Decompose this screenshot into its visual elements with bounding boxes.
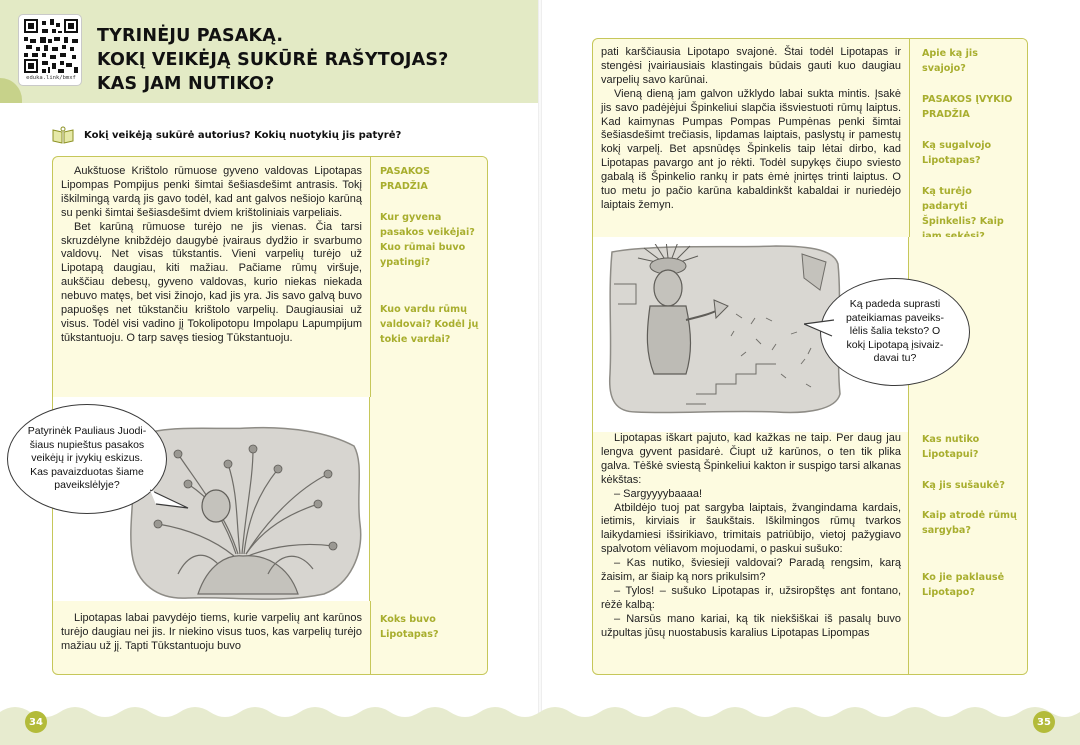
bubble-line: pateikiamas paveiks-	[845, 311, 945, 324]
paragraph: – Tylos! – sušuko Lipotapas ir, užsiropštęs ant fontano, rėžė kalbą:	[601, 584, 901, 611]
paragraph: Lipotapas labai pavydėjo tiems, kurie varpelių ant karūnos turėjo daugiau nei jis. Ir niekino visus tuos, kas varpelių turėjo mažiau už jį. Tapti Tūkstantuoju buvo	[61, 612, 362, 652]
side-question: Kas nutiko Lipotapui?	[922, 434, 980, 460]
footer-wave	[0, 700, 1080, 745]
story-text-right-2	[601, 432, 901, 641]
side-question: Ką jis sušaukė?	[922, 480, 1005, 491]
left-middle-side	[369, 397, 488, 601]
bubble-line: Kas pavaizduotas šiame	[30, 465, 144, 478]
side-heading: PASAKOS PRADŽIA	[380, 166, 430, 192]
side-question: Kuo vardu rūmų valdovai? Kodėl jų tokie vardai?	[380, 304, 479, 345]
story-text-right-1	[601, 46, 901, 213]
task-question: Kokį veikėją sukūrė autorius? Kokių nuotykių jis patyrė?	[84, 129, 402, 141]
side-question: Apie ką jis svajojo?	[922, 48, 978, 74]
title-line-2: KOKĮ VEIKĖJĄ SUKŪRĖ RAŠYTOJAS?	[97, 50, 449, 70]
qr-code[interactable]	[18, 14, 82, 86]
side-question: Kur gyvena pasakos veikėjai? Kuo rūmai buvo ypatingi?	[380, 212, 475, 268]
page-title	[97, 24, 449, 96]
side-question: Ko jie paklausė Lipotapo?	[922, 572, 1005, 598]
qr-code-icon	[24, 19, 78, 73]
side-heading: PASAKOS ĮVYKIO PRADŽIA	[922, 94, 1013, 120]
speech-bubble-right	[820, 278, 970, 386]
paragraph: – Kas nutiko, šviesieji valdovai? Paradą rengsim, karą žaisim, ar šiaip ką nors prikulsim?	[601, 557, 901, 584]
bubble-line: Patyrinėk Pauliaus Juodi-	[27, 425, 147, 438]
page-number-right: 35	[1033, 711, 1055, 733]
paragraph: Bet karūną rūmuose turėjo ne jis vienas. Čia tarsi skruzdėlyne knibždėjo daugybė įvairaus dydžio ir svarbumo valdovų. Net visas tūkstantis. Vieni varpelių turėjo už Lipotapą daugiau, kiti mažiau. Pačiame rūmų viršuje, aukščiau debesų, gyveno valdovas, kurio niekas niekada nebuvo matęs, bet visi žinojo, kad jis yra. Jis savo galvą buvo papuošęs net tūkstančiu krištolo varpelių. Daugiausiai už visus. Todėl visi vadino jį Tokolipotopu Impolapu Lapumpijum tūkstantuoju. O tarp savęs tiesiog Tūkstantuoju.	[61, 220, 362, 344]
paragraph: – Sargyyyybaaaa!	[614, 487, 703, 500]
bubble-line: veikėjų ir įvykių eskizus.	[31, 452, 143, 465]
paragraph: Vieną dieną jam galvon užklydo labai sukta mintis. Įsakė jis savo padėjėjui Špinkeliui slapčia išsviestuoti rūmų laiptus. Kad kaimynas Pumpas Pompas Pumpėnas penki šimtai šešiasdešimt trečiasis, lipdamas laiptais, paslystų ir pamestų kokį varpelį. Bet apsnūdęs Špinkelis taip lėtai dirbo, kad Lipotapas pavargo ant jo rėkti. Todėl supykęs čiupo sviesto gabalą iš Špinkelio rankų ir pats ėmė įnirtęs trinti laiptus. O tuo metu jo pačio karūna kabaldinkšt kabaldai ir nuriedėjo laiptais žemyn.	[601, 87, 901, 211]
bubble-line: davai tu?	[873, 352, 917, 365]
right-page	[540, 0, 1080, 745]
paragraph: pati karščiausia Lipotapo svajonė. Štai todėl Lipotapas ir stengėsi įvairiausiais klastingais būdais gauti kuo daugiau varpelių savo karūnai.	[601, 46, 901, 86]
book-spine	[538, 0, 542, 745]
bubble-line: Ką padeda suprasti	[849, 298, 941, 311]
title-line-3: KAS JAM NUTIKO?	[97, 74, 275, 94]
paragraph: – Narsūs mano kariai, ką tik niekšiškai iš pasalų buvo užpultas jūsų nuostabusis karalius Lipotapas Lipompas	[601, 612, 901, 639]
speech-bubble-left	[7, 404, 167, 514]
page-number-left: 34	[25, 711, 47, 733]
side-question: Kaip atrodė rūmų sargyba?	[922, 510, 1017, 536]
bubble-line: kokį Lipotapą įsivaiz-	[846, 338, 944, 351]
bubble-line: šiaus nupieštus pasakos	[29, 438, 145, 451]
bubble-tail-right	[804, 316, 834, 346]
task-question-row	[52, 126, 401, 144]
paragraph: Aukštuose Krištolo rūmuose gyveno valdovas Lipotapas Lipompas Pompijus penki šimtai šešiasdešimt antrasis. Tokį iškilmingą vardą jis gavo todėl, kad ant galvos nešiojo karūną su penki šimtai šešiasdešimt dviem krištoliniais varpeliais.	[61, 165, 362, 219]
bubble-tail-left	[150, 486, 190, 516]
bubble-line: paveikslėlyje?	[54, 479, 120, 492]
side-question: Koks buvo Lipotapas?	[380, 614, 439, 640]
paragraph: Atbildėjo tuoj pat sargyba laiptais, žvangindama kardais, ietimis, kirviais ir šaukštais. Iškilmingos rūmų tvarkos laikydamiesi išsirikiavo, trimitais patriūbijo, vietoj pažygiavo spalvotom vėliavom mojuodami, o paskui sušuko:	[601, 501, 901, 556]
open-book-icon	[52, 126, 74, 144]
bubble-line: lėlis šalia teksto? O	[849, 325, 941, 338]
qr-caption: eduka.link/bmxf	[26, 75, 76, 81]
paragraph: Lipotapas iškart pajuto, kad kažkas ne taip. Per daug jau lengva gyvent pasidarė. Čiupt už karūnos, o ten tik plika galva. Tėškė sviestą Špinkeliui kakton ir suspigo tarsi alkanas kėkštas:	[601, 432, 902, 486]
side-column	[908, 432, 1028, 674]
side-question: Ką turėjo padaryti Špinkelis? Kaip	[922, 186, 1004, 227]
story-text-left-2	[61, 612, 362, 654]
title-line-1: TYRINĖJU PASAKĄ.	[97, 26, 284, 46]
story-text-left-1	[61, 165, 362, 346]
side-question: Ką sugalvojo Lipotapas?	[922, 140, 992, 166]
